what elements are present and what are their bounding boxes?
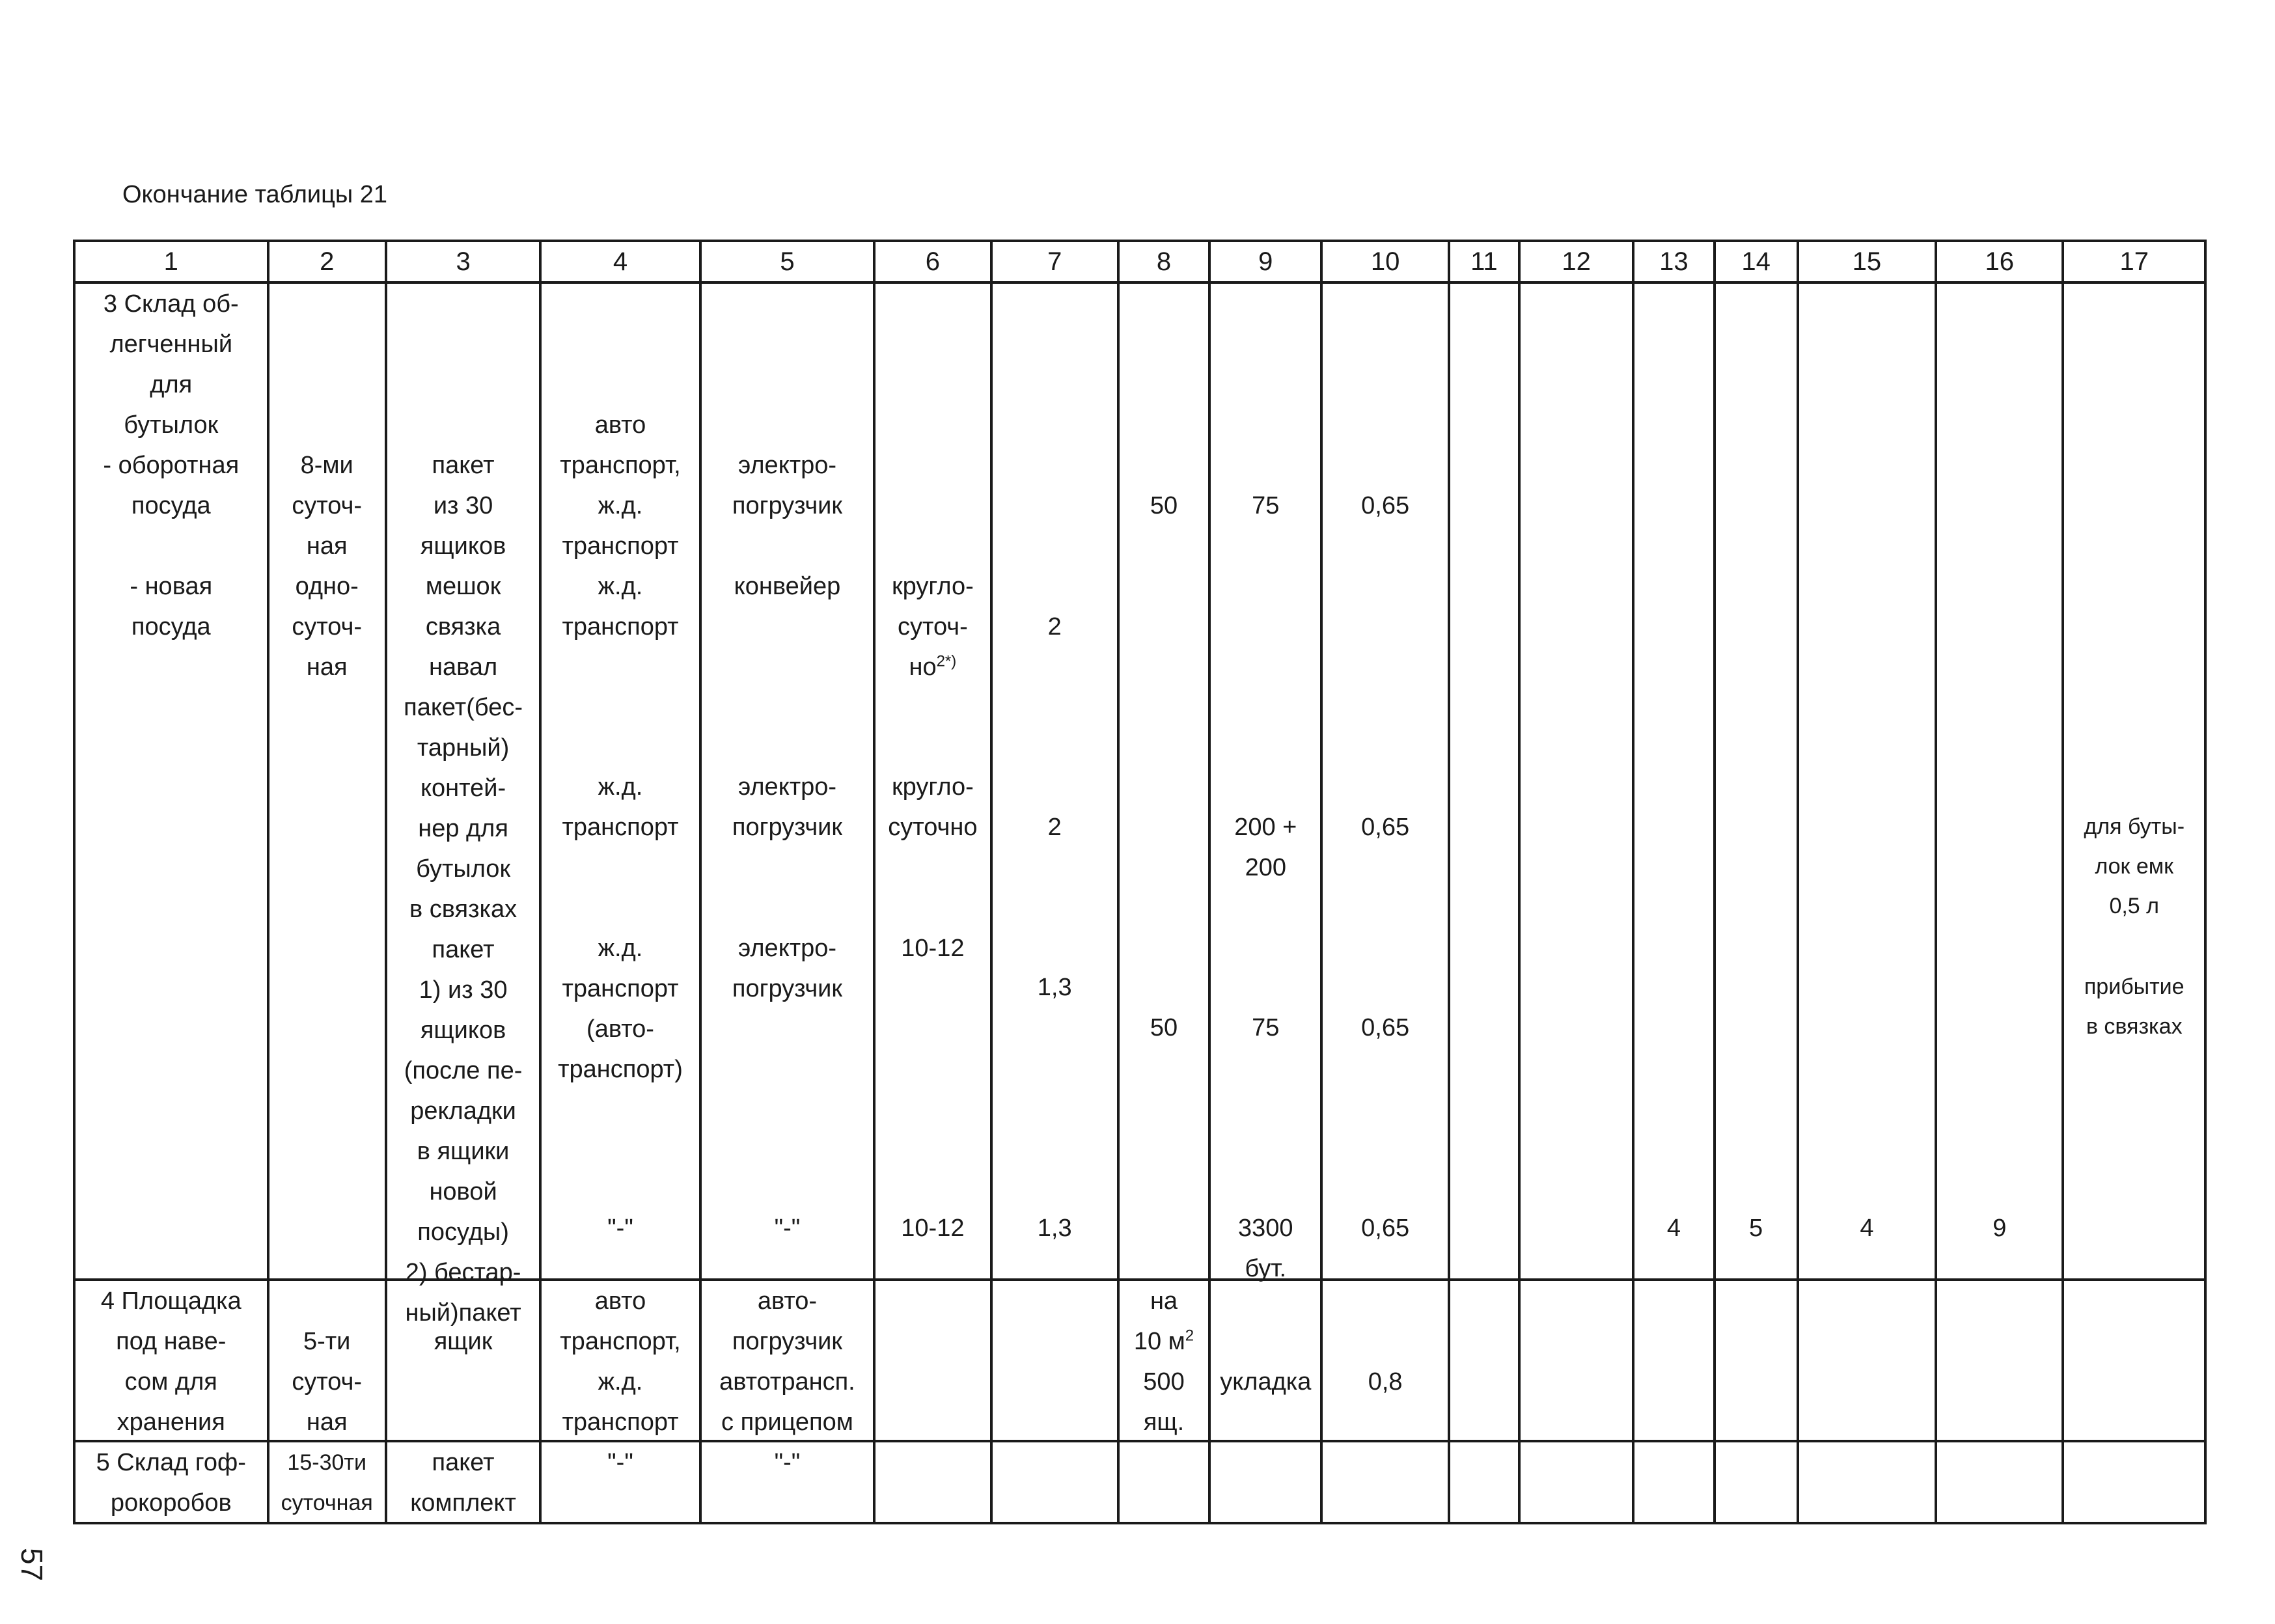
cell-text: 50 [1150,492,1178,519]
table-cell [1118,282,1209,1280]
page-number: 57 [15,1548,49,1582]
header-cell: 4 [540,241,700,282]
cell-text: ж.д. транспорт [562,773,679,841]
table-caption: Окончание таблицы 21 [122,181,388,208]
note-cell [2063,282,2205,1280]
row-label-cell [74,1280,268,1441]
table-cell [700,1280,874,1441]
table-cell [1798,1280,1936,1441]
note-text: прибытие в связках [2084,974,2185,1039]
cell-text: ящик [434,1328,493,1355]
table-cell [1321,1280,1448,1441]
table-cell [540,282,700,1280]
header-cell: 1 [74,241,268,282]
cell-text: 2 [1047,613,1062,640]
cell-text: 8-ми суточ- ная одно- суточ- ная [292,452,363,681]
cell-text: электро- погрузчик [732,773,842,841]
table-row [74,1280,2205,1441]
cell-text: 75 [1252,492,1280,519]
table-row [74,1441,2205,1523]
header-cell: 9 [1209,241,1321,282]
cell-text: электро- погрузчик [732,935,842,1002]
cell-text: 75 [1252,1014,1280,1041]
row-label-cell [74,1441,268,1523]
table-cell [1798,282,1936,1280]
table-cell [1209,1280,1321,1441]
cell-text: "-" [774,1215,801,1242]
header-cell: 13 [1633,241,1714,282]
table-cell [874,1280,991,1441]
table-row [74,282,2205,1280]
table-cell [1519,282,1633,1280]
cell-text: "-" [774,1449,801,1476]
cell-text: кругло- суточ- $но^{2*)}$ [891,573,974,681]
header-cell: 6 [874,241,991,282]
table-cell [386,282,540,1327]
row-title: 4 Площадка под наве- сом для хранения [100,1287,241,1436]
cell-text: 0,8 [1368,1368,1403,1396]
table-cell [386,1441,540,1523]
data-table [73,240,2207,1524]
cell-text: кругло- суточно [888,773,978,841]
table-cell [1936,1280,2063,1441]
table-cell [1321,282,1448,1280]
table-cell [1118,1280,1209,1441]
row-title: 5 Склад гоф- рокоробов [96,1449,246,1517]
cell-text: 5 [1749,1215,1763,1242]
header-cell: 17 [2063,241,2205,282]
cell-text: пакет комплект [410,1449,516,1517]
table-cell [1715,1441,1798,1523]
table-cell [540,1441,700,1523]
cell-text: 5-ти суточ- ная [292,1328,363,1436]
cell-text: 10-12 [901,935,965,962]
table-cell [1449,1280,1519,1441]
cell-text: электро- погрузчик конвейер [732,452,842,600]
cell-text: ж.д. транспорт (авто- транспорт) [558,935,683,1083]
cell-text: 0,65 [1361,492,1410,519]
row-subitems: - оборотная посуда - новая посуда [103,452,240,640]
cell-text: авто транспорт, ж.д. транспорт [560,1287,681,1436]
table-cell [2063,1280,2205,1441]
table-cell [268,282,386,1280]
table-cell [540,1280,700,1441]
cell-text: 0,65 [1361,814,1410,841]
cell-text: 500 ящ. [1143,1368,1185,1436]
table-cell [991,1280,1118,1441]
header-cell: 14 [1715,241,1798,282]
cell-text: 200 + 200 [1234,814,1297,881]
table-cell [386,1280,540,1441]
cell-text: авто- погрузчик автотрансп. с прицепом [719,1287,855,1436]
header-cell: 8 [1118,241,1209,282]
table-cell [1715,1280,1798,1441]
header-cell: 15 [1798,241,1936,282]
header-cell: 2 [268,241,386,282]
table-cell [1715,282,1798,1280]
header-cell: 16 [1936,241,2063,282]
cell-text: 3300 бут. [1238,1215,1293,1282]
note-text: для буты- лок емк 0,5 л [2084,814,2185,918]
row-label-cell [74,282,268,1280]
table-cell [700,282,874,1280]
table-cell [991,1441,1118,1523]
table-cell [268,1441,386,1523]
header-cell: 5 [700,241,874,282]
header-cell: 11 [1449,241,1519,282]
cell-text: пакет из 30 ящиков мешок связка навал пакет(бес- тарный) контей- нер для бутылок в связках пакет 1) из 30 ящиков (после пе- рекладки в ящики новой посуды) 2) бестар- ный)пакет [404,452,523,1327]
cell-text: на 10 $м^2$ [1133,1287,1194,1355]
table-cell [1633,282,1714,1280]
table-cell [1936,1441,2063,1523]
table-cell [268,1280,386,1441]
table-cell [874,282,991,1280]
header-cell: 12 [1519,241,1633,282]
header-cell: 10 [1321,241,1448,282]
cell-text: "-" [607,1449,633,1476]
table-cell [874,1441,991,1523]
table-cell [1321,1441,1448,1523]
table-cell [1209,282,1321,1280]
table-cell [1633,1441,1714,1523]
cell-text: 10-12 [901,1215,965,1242]
cell-text: 0,65 [1361,1215,1410,1242]
row-title: 3 Склад об- легченный для бутылок [103,290,239,439]
table-cell [700,1441,874,1523]
table-cell [1449,282,1519,1280]
cell-text: 1,3 [1037,974,1072,1001]
cell-text: 0,65 [1361,1014,1410,1041]
cell-text: 1,3 [1037,1215,1072,1242]
table-cell [991,282,1118,1280]
header-cell: 3 [386,241,540,282]
table-cell [1633,1280,1714,1441]
cell-text: "-" [607,1215,633,1242]
table-cell [1519,1280,1633,1441]
cell-text: 4 [1860,1215,1874,1242]
table-cell [1936,282,2063,1280]
cell-text: 2 [1047,814,1062,841]
table-cell [1209,1441,1321,1523]
table-cell [1118,1441,1209,1523]
table-cell [1449,1441,1519,1523]
table-cell [1798,1441,1936,1523]
header-cell: 7 [991,241,1118,282]
table-cell [2063,1441,2205,1523]
cell-text: 15-30ти суточная [281,1450,373,1515]
cell-text: укладка [1220,1368,1312,1396]
cell-text: 50 [1150,1014,1178,1041]
table-cell [1519,1441,1633,1523]
header-row [74,241,2205,282]
cell-text: 4 [1666,1215,1681,1242]
cell-text: 9 [1992,1215,2007,1242]
cell-text: авто транспорт, ж.д. транспорт ж.д. транспорт [560,411,681,640]
